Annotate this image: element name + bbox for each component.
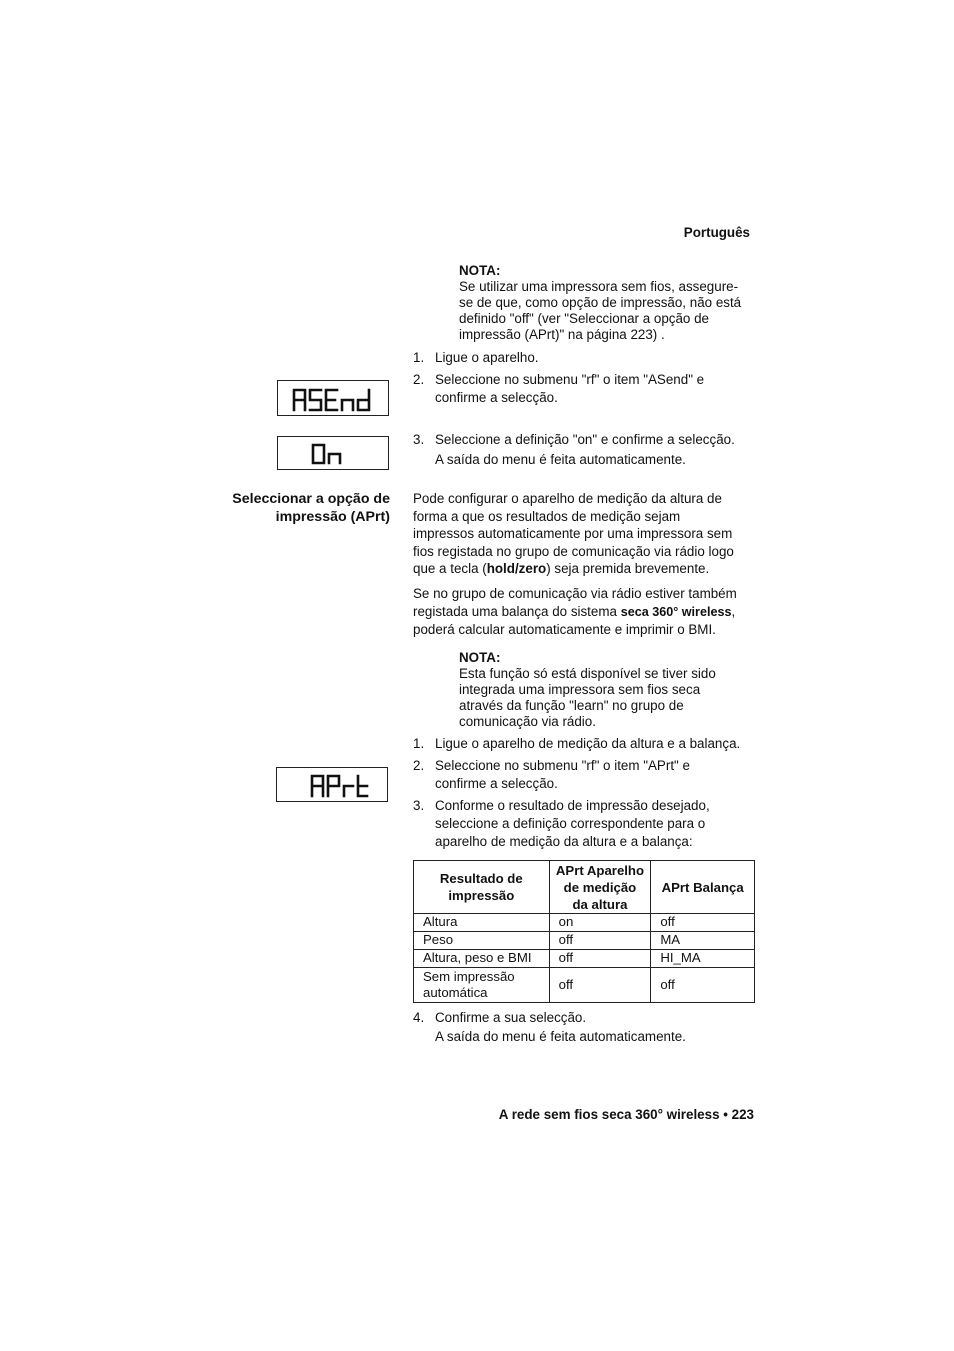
table-header-cell [414,861,550,914]
step-text: Ligue o aparelho. [435,350,539,365]
step-text: Seleccione a definição "on" e confirme a selecção. [435,432,735,447]
table-cell: on [549,914,651,932]
step-number: 2. [413,758,425,773]
text-run: registada uma balança do sistema [413,603,621,619]
text-run: , [731,603,736,619]
lcd-glyphs-on [278,437,390,471]
step-item [413,430,763,470]
step-number: 2. [413,372,425,387]
table-header-cell [549,861,651,914]
paragraph-2 [413,585,758,639]
header-line: APrt Aparelho [555,862,645,878]
note-line: Se utilizar uma impressora sem fios, assegure- [459,279,739,294]
lcd-glyphs-aprt [277,768,389,803]
step-item [413,349,763,366]
note-line: comunicação via rádio. [459,714,596,729]
note-block-2 [459,649,759,730]
step-item [413,371,763,407]
step-item [413,735,763,752]
step-text: Confirme a sua selecção. [435,1010,587,1025]
header-line: da altura [572,896,628,912]
lcd-display-aprt [276,767,388,802]
header-line: de medição [563,879,637,895]
step-text: Seleccione no submenu "rf" o item "ASend" e [435,372,705,387]
section-heading-line: impressão (APrt) [275,509,390,525]
note-line: impressão (APrt)" na página 223) . [459,327,665,342]
header-line: impressão [448,888,515,903]
note-line: definido "off" (ver "Seleccionar a opção de [459,311,709,326]
note-title: NOTA: [459,650,501,665]
step-text: A saída do menu é feita automaticamente. [435,452,686,467]
table-cell: MA [651,932,755,950]
cell-line: automática [423,985,488,1000]
note-block-1 [459,262,759,343]
table-cell: Altura, peso e BMI [414,950,550,968]
table-header-cell [651,861,755,914]
note-line: através da função "learn" no grupo de [459,698,684,713]
step-text: aparelho de medição da altura e a balança: [435,834,693,849]
note-body [459,279,759,343]
lcd-glyphs-asend [278,381,390,417]
header-line: Resultado de [439,871,523,886]
page-footer: A rede sem fios seca 360° wireless • 223 [498,1107,754,1122]
step-text: confirme a selecção. [435,776,558,791]
lcd-display-on [277,436,389,470]
step-item [413,797,763,851]
table-cell: off [549,950,651,968]
table-cell: off [651,914,755,932]
note-body [459,666,759,730]
lcd-display-asend [277,380,389,416]
step-number: 1. [413,736,425,751]
paragraph-line: poderá calcular automaticamente e imprimir o BMI. [413,622,716,638]
step-text: Seleccione no submenu "rf" o item "APrt" e [435,758,690,773]
step-number: 3. [413,798,425,813]
table-cell: off [549,932,651,950]
page-header-language: Português [683,225,750,240]
step-text: seleccione a definição correspondente para o [435,816,706,831]
paragraph-line: forma a que os resultados de medição sejam [413,508,681,524]
step-text: Ligue o aparelho de medição da altura e a balança. [435,736,741,751]
table-row [414,932,755,950]
note-line: integrada uma impressora sem fios seca [459,682,701,697]
table-row [414,914,755,932]
paragraph-line: impressos automaticamente por uma impressora sem [413,526,733,542]
step-text: Conforme o resultado de impressão desejado, [435,798,710,813]
section-heading [200,490,390,526]
step-text: confirme a selecção. [435,390,558,405]
paragraph-line [413,603,758,622]
header-line: APrt Balança [661,879,744,895]
print-result-table [413,860,755,1003]
step-item [413,1008,763,1046]
table-row [414,968,755,1003]
paragraph-1 [413,490,758,578]
table-cell: off [549,968,651,1003]
section-heading-line: Seleccionar a opção de [232,491,390,507]
note-line: Esta função só está disponível se tiver sido [459,666,716,681]
table-cell: Altura [414,914,550,932]
text-run: ) seja premida brevemente. [546,561,710,577]
table-cell [414,968,550,1003]
product-name: seca 360° wireless [620,604,732,619]
paragraph-line: fios registada no grupo de comunicação via rádio logo [413,543,734,559]
text-run: que a tecla ( [413,561,487,577]
key-name: hold/zero [486,561,547,577]
step-number: 3. [413,432,425,447]
table-cell: off [651,968,755,1003]
step-item [413,757,763,793]
paragraph-line [413,560,758,578]
note-line: se de que, como opção de impressão, não está [459,295,742,310]
note-title: NOTA: [459,263,501,278]
table-header-row [414,861,755,914]
paragraph-line: Se no grupo de comunicação via rádio estiver também [413,586,737,601]
step-number: 1. [413,350,425,365]
step-text: A saída do menu é feita automaticamente. [435,1029,686,1044]
table-cell: HI_MA [651,950,755,968]
cell-line: Sem impressão [423,968,515,984]
table-row [414,950,755,968]
step-number: 4. [413,1010,425,1025]
paragraph-line: Pode configurar o aparelho de medição da altura de [413,491,722,506]
table-cell: Peso [414,932,550,950]
